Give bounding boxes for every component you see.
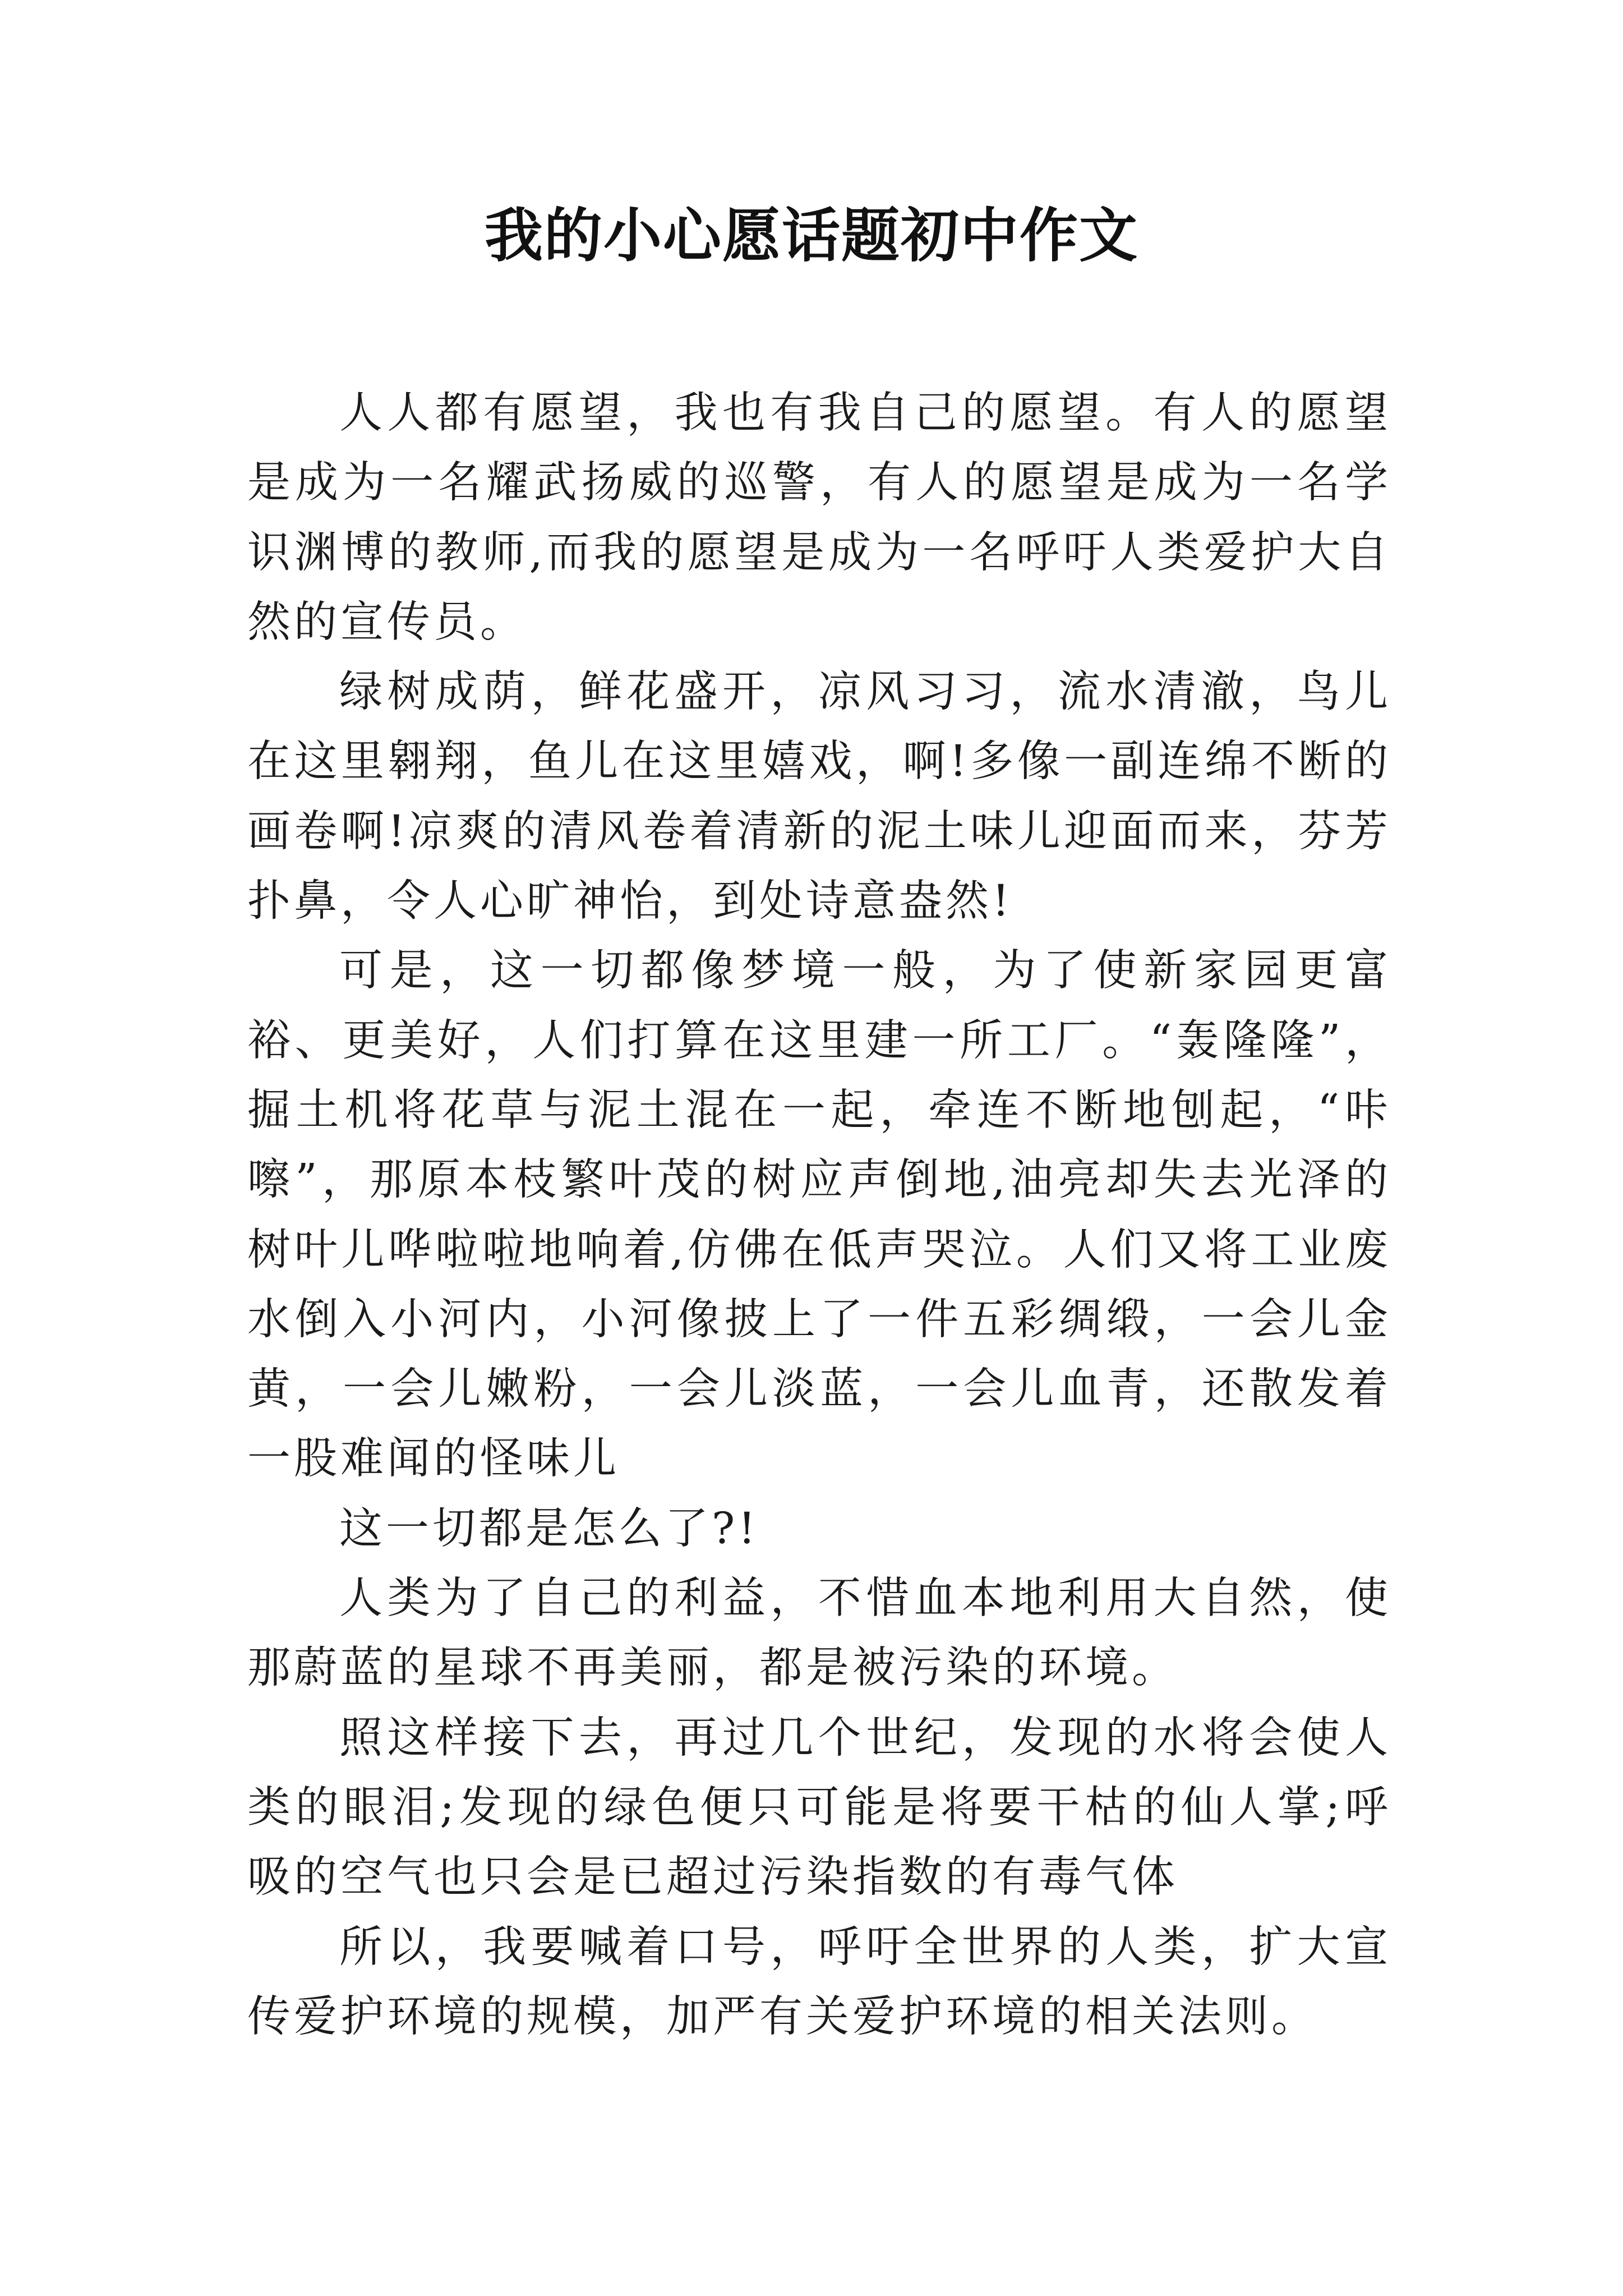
paragraph-4: 这一切都是怎么了?! — [339, 1503, 759, 1554]
document-body — [247, 379, 1391, 2052]
paragraph-2: 绿树成荫，鲜花盛开，凉风习习，流水清澈，鸟儿在这里翱翔，鱼儿在这里嬉戏，啊!多像一副连绵不断的画卷啊!凉爽的清风卷着清新的泥土味儿迎面而来，芬芳扑鼻，令人心旷神怡，到处诗意盎然! — [247, 667, 1391, 927]
paragraph-7: 所以，我要喊着口号，呼吁全世界的人类，扩大宣传爱护环境的规模，加严有关爱护环境的相关法则。 — [247, 1922, 1391, 2042]
paragraph-3: 可是，这一切都像梦境一般，为了使新家园更富裕、更美好，人们打算在这里建一所工厂。“轰隆隆”，掘土机将花草与泥土混在一起，牵连不断地刨起，“咔嚓”，那原本枝繁叶茂的树应声倒地,油亮却失去光泽的树叶儿哗啦啦地响着,仿佛在低声哭泣。人们又将工业废水倒入小河内，小河像披上了一件五彩绸缎，一会儿金黄，一会儿嫩粉，一会儿淡蓝，一会儿血青，还散发着一股难闻的怪味儿 — [247, 946, 1391, 1484]
page-title: 我的小心愿话题初中作文 — [484, 201, 1138, 270]
paragraph-6: 照这样接下去，再过几个世纪，发现的水将会使人类的眼泪;发现的绿色便只可能是将要干枯的仙人掌;呼吸的空气也只会是已超过污染指数的有毒气体 — [247, 1713, 1391, 1903]
paragraph-1: 人人都有愿望，我也有我自己的愿望。有人的愿望是成为一名耀武扬威的巡警，有人的愿望是成为一名学识渊博的教师,而我的愿望是成为一名呼吁人类爱护大自然的宣传员。 — [247, 388, 1391, 647]
paragraph-5: 人类为了自己的利益，不惜血本地利用大自然，使那蔚蓝的星球不再美丽，都是被污染的环境。 — [247, 1573, 1391, 1694]
